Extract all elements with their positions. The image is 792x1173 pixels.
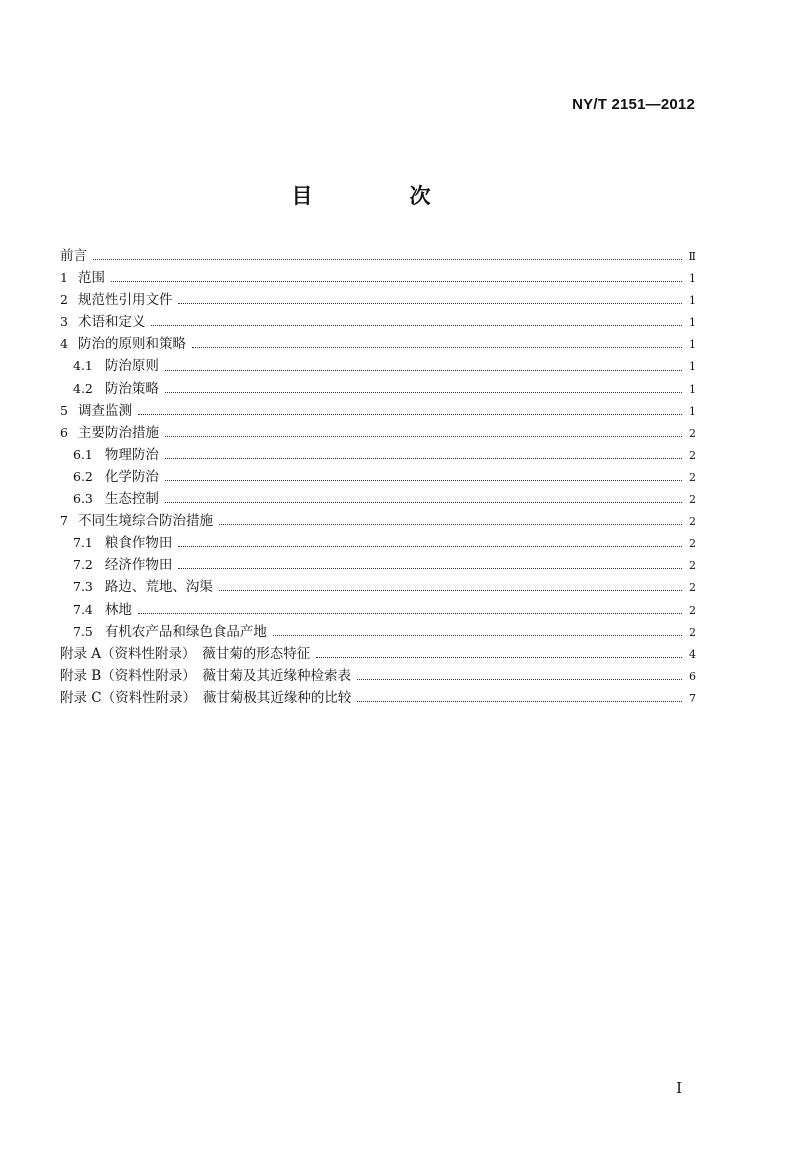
- toc-entry[interactable]: [60, 488, 696, 510]
- toc-entry-number: 7.5: [73, 623, 93, 639]
- toc-entry-page: Ⅱ: [688, 250, 696, 263]
- toc-entry[interactable]: [60, 245, 696, 267]
- toc-dot-leader: [165, 382, 682, 396]
- toc-entry-number: 4.2: [73, 380, 93, 396]
- toc-entry-number: 4: [60, 336, 68, 352]
- toc-entry-number: 7.1: [73, 535, 93, 551]
- toc-entry-page: 1: [689, 404, 696, 418]
- toc-entry[interactable]: [60, 576, 696, 598]
- toc-entry-label: 防治的原则和策略: [77, 336, 186, 353]
- toc-dot-leader: [138, 603, 682, 617]
- toc-entry-page: 2: [689, 515, 696, 529]
- toc-entry[interactable]: [60, 466, 696, 488]
- toc-dot-leader: [192, 337, 682, 351]
- toc-entry[interactable]: [60, 400, 696, 422]
- toc-entry-number: 1: [60, 270, 68, 286]
- toc-entry[interactable]: [60, 687, 696, 709]
- toc-dot-leader: [316, 647, 682, 661]
- toc-entry[interactable]: [60, 665, 696, 687]
- toc-dot-leader: [219, 580, 682, 594]
- toc-entry-number: 3: [60, 314, 68, 330]
- toc-entry-label: 附录 B（资料性附录） 薇甘菊及其近缘种检索表: [60, 667, 351, 684]
- toc-entry-label: 范围: [77, 270, 105, 287]
- toc-entry[interactable]: [60, 422, 696, 444]
- toc-entry-label: 前言: [60, 248, 87, 264]
- toc-dot-leader: [273, 625, 682, 639]
- toc-entry-label: 林地: [104, 601, 132, 618]
- toc-entry-page: 2: [689, 493, 696, 507]
- toc-entry-page: 1: [689, 316, 696, 330]
- toc-entry-label: 有机农产品和绿色食品产地: [104, 623, 267, 640]
- toc-entry-page: 2: [689, 559, 696, 573]
- toc-entry-page: 1: [689, 382, 696, 396]
- toc-entry[interactable]: [60, 643, 696, 665]
- toc-entry-number: 6.3: [73, 491, 93, 507]
- page-number: I: [676, 1079, 682, 1097]
- toc-entry-page: 2: [689, 625, 696, 639]
- toc-dot-leader: [178, 558, 682, 572]
- toc-dot-leader: [178, 536, 682, 550]
- toc-entry[interactable]: [60, 311, 696, 333]
- toc-entry-number: 6.2: [73, 468, 93, 484]
- toc-dot-leader: [357, 691, 682, 705]
- toc-entry-number: 5: [60, 402, 68, 418]
- toc-dot-leader: [138, 404, 682, 418]
- standard-code: NY/T 2151—2012: [572, 96, 695, 113]
- toc-entry-number: 6.1: [73, 446, 93, 462]
- toc-entry-label: 不同生境综合防治措施: [77, 513, 213, 530]
- toc-entry[interactable]: [60, 444, 696, 466]
- toc-entry-label: 防治原则: [104, 358, 159, 375]
- toc-entry-page: 2: [689, 603, 696, 617]
- toc-dot-leader: [219, 514, 682, 528]
- toc-entry-page: 2: [689, 426, 696, 440]
- toc-entry-page: 2: [689, 581, 696, 595]
- toc-entry-page: 2: [689, 537, 696, 551]
- toc-entry-label: 主要防治措施: [77, 424, 159, 441]
- toc-entry-page: 1: [689, 360, 696, 374]
- toc-dot-leader: [178, 293, 682, 307]
- toc-dot-leader: [165, 492, 682, 506]
- toc-dot-leader: [165, 426, 682, 440]
- toc-entry[interactable]: [60, 554, 696, 576]
- toc-entry-label: 术语和定义: [77, 314, 146, 331]
- toc-list: [60, 245, 696, 709]
- toc-entry-page: 2: [689, 470, 696, 484]
- toc-entry-label: 路边、荒地、沟渠: [104, 579, 213, 596]
- toc-entry[interactable]: [60, 378, 696, 400]
- toc-dot-leader: [165, 470, 682, 484]
- toc-entry-label: 生态控制: [104, 491, 159, 508]
- toc-entry[interactable]: [60, 333, 696, 355]
- toc-entry[interactable]: [60, 267, 696, 289]
- toc-entry[interactable]: [60, 599, 696, 621]
- toc-title: 目 次: [291, 184, 469, 208]
- toc-entry-label: 经济作物田: [104, 557, 173, 574]
- toc-entry-label: 附录 A（资料性附录） 薇甘菊的形态特征: [60, 645, 311, 662]
- toc-entry[interactable]: [60, 621, 696, 643]
- toc-entry-label: 附录 C（资料性附录） 薇甘菊极其近缘种的比较: [60, 689, 352, 706]
- toc-entry-number: 6: [60, 424, 68, 440]
- toc-dot-leader: [111, 271, 682, 285]
- toc-entry-number: 7: [60, 513, 68, 529]
- toc-entry-page: 4: [689, 647, 696, 661]
- toc-entry-page: 6: [689, 669, 696, 683]
- toc-dot-leader: [165, 360, 682, 374]
- toc-dot-leader: [151, 315, 682, 329]
- toc-entry-page: 7: [689, 691, 696, 705]
- toc-entry-label: 防治策略: [104, 380, 159, 397]
- toc-dot-leader: [165, 448, 682, 462]
- toc-dot-leader: [357, 669, 682, 683]
- toc-entry-number: 7.4: [73, 601, 93, 617]
- toc-entry-number: 7.3: [73, 579, 93, 595]
- toc-entry-label: 物理防治: [104, 446, 159, 463]
- toc-dot-leader: [93, 249, 682, 263]
- toc-entry-page: 1: [689, 338, 696, 352]
- toc-entry[interactable]: [60, 532, 696, 554]
- toc-entry-page: 1: [689, 272, 696, 286]
- toc-entry[interactable]: [60, 355, 696, 377]
- toc-entry-page: 2: [689, 448, 696, 462]
- toc-entry[interactable]: [60, 289, 696, 311]
- toc-entry-label: 规范性引用文件: [77, 292, 173, 309]
- toc-entry-label: 粮食作物田: [104, 535, 173, 552]
- toc-entry-number: 7.2: [73, 557, 93, 573]
- toc-entry-page: 1: [689, 294, 696, 308]
- toc-entry-label: 调查监测: [77, 402, 132, 419]
- toc-entry-label: 化学防治: [104, 468, 159, 485]
- toc-entry[interactable]: [60, 510, 696, 532]
- toc-entry-number: 4.1: [73, 358, 93, 374]
- toc-entry-number: 2: [60, 292, 68, 308]
